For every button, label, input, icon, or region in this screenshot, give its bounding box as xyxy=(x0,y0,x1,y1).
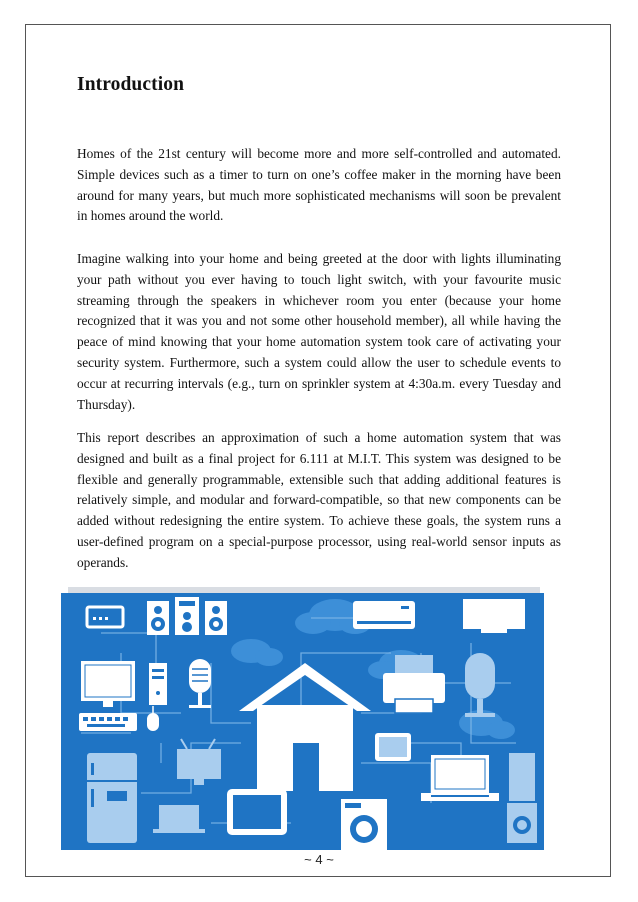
refrigerator-icon xyxy=(87,753,137,843)
paragraph-2: Imagine walking into your home and being greeted at the door with lights illuminating your path without you ever having to touch light switch, with your favourite music streaming through the speakers in whichever room you enter (because your home recognized that it was you and not some other household member), all while having the peace of mind knowing that your home automation system took care of activating your security system. Furthermore, such a system could allow the user to schedule events to occur at recurring intervals (e.g., turn on sprinkler system at 4:30a.m. every Tuesday and Thursday). xyxy=(77,251,561,412)
keyboard-icon xyxy=(79,713,137,731)
desktop-computer-icon xyxy=(81,661,167,707)
speaker-icon xyxy=(147,597,227,635)
section-heading: Introduction xyxy=(77,74,185,95)
monitor-icon xyxy=(463,599,525,633)
home-automation-illustration xyxy=(61,593,544,850)
paragraph-3: This report describes an approximation of such a home automation system that was designed and built as a final project for 6.111 at M.I.T. This system was designed to be flexible and generally programmable, extensible such that adding additional features is relatively simple, and modular and forward-compatible, so that new components can be added without redesigning the entire system. To achieve these goals, the system runs a user-defined program on a special-purpose processor, using real-world sensor inputs as operands. xyxy=(77,430,561,570)
paragraph-1: Homes of the 21st century will become more and more self-controlled and automated. Simple devices such as a timer to turn on one’s coffee maker in the morning have been around for many years, but much more sophisticated mechanisms will soon be prevalent in homes around the world. xyxy=(77,146,561,224)
air-conditioner-icon xyxy=(353,601,415,629)
page-number: ~ 4 ~ xyxy=(304,852,334,867)
